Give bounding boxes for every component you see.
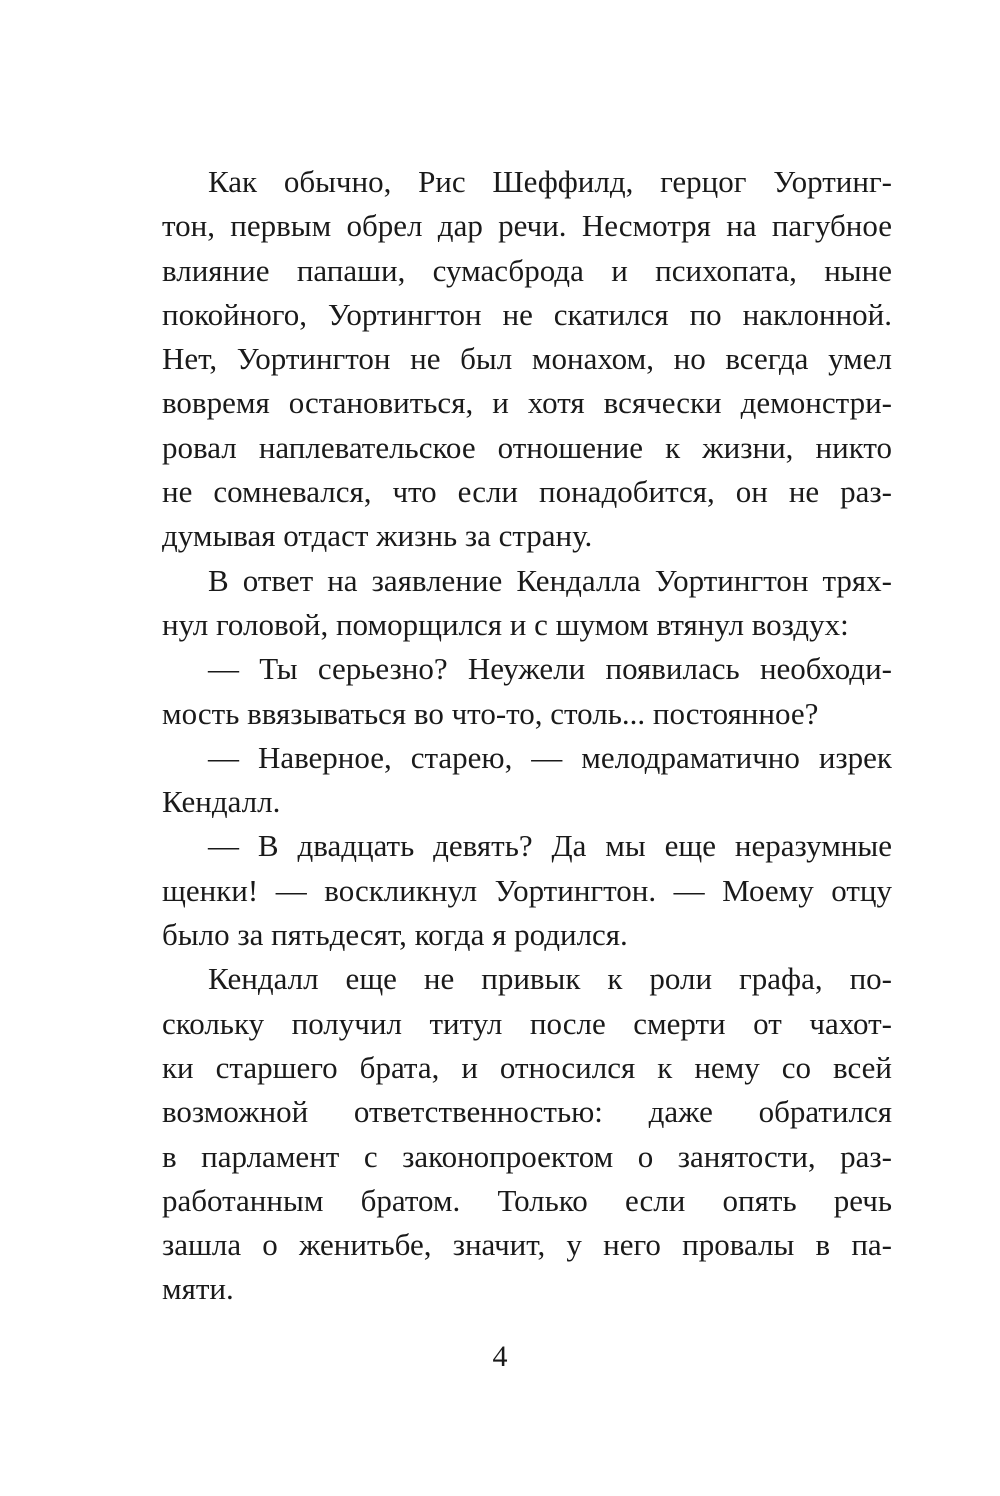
text-line: Нет, Уортингтон не был монахом, но всегда умел — [162, 341, 892, 377]
text-line: зашла о женитьбе, значит, у него провалы в па- — [162, 1227, 892, 1263]
text-line: В ответ на заявление Кендалла Уортингтон трях- — [208, 562, 892, 598]
text-line: — Наверное, старею, — мелодраматично изрек — [208, 739, 892, 775]
body-text — [162, 160, 892, 1312]
text-line: — В двадцать девять? Да мы еще неразумные — [208, 828, 892, 864]
text-line: Кендалл еще не привык к роли графа, по- — [208, 961, 892, 997]
text-line: Кендалл. — [162, 784, 281, 820]
text-line: нул головой, поморщился и с шумом втянул воздух: — [162, 606, 849, 642]
text-line: работанным братом. Только если опять речь — [162, 1182, 892, 1218]
text-line: не сомневался, что если понадобится, он не раз- — [162, 474, 892, 510]
text-line: покойного, Уортингтон не скатился по наклонной. — [162, 296, 892, 332]
text-line: вовремя остановиться, и хотя всячески демонстри- — [162, 385, 892, 421]
text-line: щенки! — воскликнул Уортингтон. — Моему отцу — [162, 872, 892, 908]
text-line: возможной ответственностью: даже обратился — [162, 1094, 892, 1130]
text-line: — Ты серьезно? Неужели появилась необходи- — [208, 651, 892, 687]
text-line: скольку получил титул после смерти от чахот- — [162, 1005, 892, 1041]
page-number: 4 — [492, 1340, 508, 1373]
text-line: в парламент с законопроектом о занятости, раз- — [162, 1138, 892, 1174]
text-line: влияние папаши, сумасброда и психопата, ныне — [162, 252, 892, 288]
text-line: было за пятьдесят, когда я родился. — [162, 917, 628, 953]
text-line: ки старшего брата, и относился к нему со всей — [162, 1049, 892, 1085]
text-line: думывая отдаст жизнь за страну. — [162, 518, 593, 554]
text-line: мяти. — [162, 1271, 234, 1307]
text-line: Как обычно, Рис Шеффилд, герцог Уортинг- — [208, 164, 892, 199]
text-line: ровал наплевательское отношение к жизни, никто — [162, 429, 892, 465]
text-line: тон, первым обрел дар речи. Несмотря на пагубное — [162, 208, 892, 244]
text-line: мость ввязываться во что-то, столь... постоянное? — [162, 695, 819, 731]
